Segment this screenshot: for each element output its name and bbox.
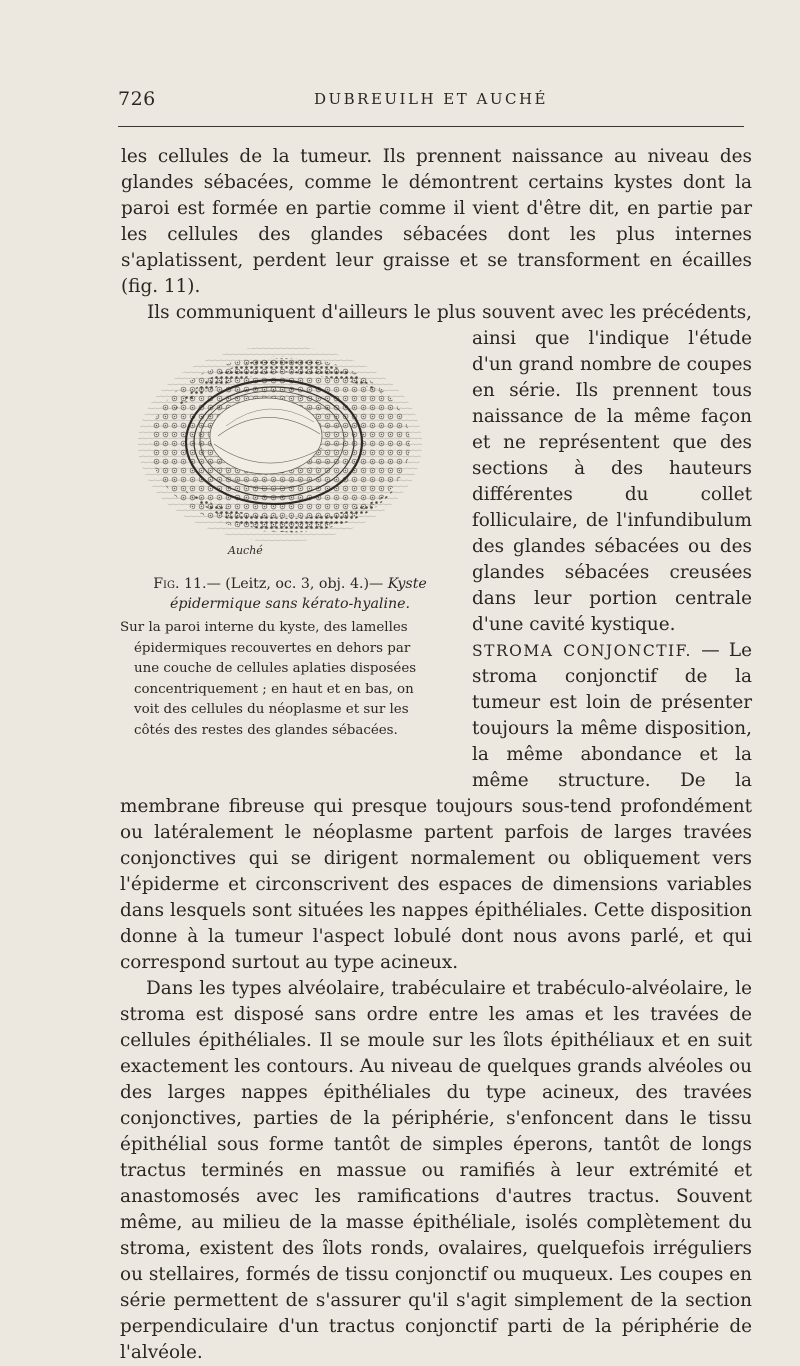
figure-caption-title: Kyste épidermique sans kérato-hyaline. <box>169 576 427 612</box>
figure-11 <box>120 330 466 760</box>
paragraph-1: les cellules de la tumeur. Ils prennent naissance au niveau des glandes sébacées, comme le démontrent certains kystes dont la paroi est formée en partie comme il vient d'être dit, en partie par les cellules des glandes sébacées dont les plus internes s'aplatissent, perdent leur graisse et se transforment en écailles (fig. 11). <box>121 146 752 297</box>
stroma-heading: STROMA CONJONCTIF. <box>472 642 692 660</box>
figure-caption <box>120 574 460 614</box>
legend-line: côtés des restes des glandes sébacées. <box>134 722 398 738</box>
figure-caption-detail: (Leitz, oc. 3, obj. 4.)— <box>225 576 388 592</box>
paragraph-4: Dans les types alvéolaire, trabéculaire et trabéculo-alvéolaire, le stroma est disposé sans ordre entre les amas et les travées de cellules épithéliales. Il se moule sur les îlots épithéliaux et en suit exactement les contours. Au niveau de quelques grands alvéoles ou des larges nappes épithéliales du type acineux, des travées conjonctives, parties de la périphérie, s'enfoncent dans le tissu épithélial sous forme tantôt de simples éperons, tantôt de longs tractus terminés en massue ou ramifiés à leur extrémité et anastomosés avec les ramifications d'autres tractus. Souvent même, au milieu de la masse épithéliale, isolés complètement du stroma, existent des îlots ronds, ovalaires, quelquefois irréguliers ou stellaires, formés de tissu conjonctif ou muqueux. Les coupes en série permettent de s'assurer qu'il s'agit simplement de la section perpendiculaire d'un tractus conjonctif parti de la périphérie de l'alvéole. <box>120 978 752 1363</box>
figure-legend <box>120 618 446 741</box>
legend-line: une couche de cellules aplaties disposées <box>134 661 417 676</box>
stroma-dash: — <box>691 640 729 661</box>
paragraph-2-text: Ils communiquent d'ailleurs le plus souvent avec les précédents, ainsi que l'indique l'étude d'un grand nombre de coupes en série. Ils prennent tous naissance de la même façon et ne représentent que des sections à des hauteurs différentes du collet folliculaire, de l'infundibulum des glandes sébacées ou des glandes sébacées creusées dans leur portion centrale d'une cavité kystique. <box>147 302 752 635</box>
legend-line: concentriquement ; en haut et en bas, on <box>134 681 414 697</box>
figure-signature: Auché <box>228 544 263 557</box>
legend-line: voit des cellules du néoplasme et sur les <box>134 702 409 717</box>
running-head: DUBREUILH ET AUCHÉ <box>313 90 549 108</box>
figure-caption-dash: — <box>206 576 226 592</box>
legend-line: épidermiques recouvertes en dehors par <box>134 640 411 656</box>
paragraph-3-text: Le stroma conjonctif de la tumeur est loin de présenter toujours la même disposition, la même abondance et la même structure. De la membrane fibreuse qui presque toujours sous-tend profondément ou latéralement le néoplasme partent parfois de larges travées conjonctives qui se dirigent normalement ou obliquement vers l'épiderme et circonscrivent des espaces de dimensions variables dans lesquels sont situées les nappes épithéliales. Cette disposition donne à la tumeur l'aspect lobulé dont nous avons parlé, et qui correspond surtout au type acineux. <box>120 640 752 973</box>
page-number: 726 <box>118 88 156 110</box>
figure-label: Fig. 11. <box>153 576 207 592</box>
page-header <box>118 88 744 114</box>
cyst-illustration <box>134 340 434 562</box>
header-rule <box>118 126 744 127</box>
legend-line: Sur la paroi interne du kyste, des lamelles <box>120 620 408 635</box>
